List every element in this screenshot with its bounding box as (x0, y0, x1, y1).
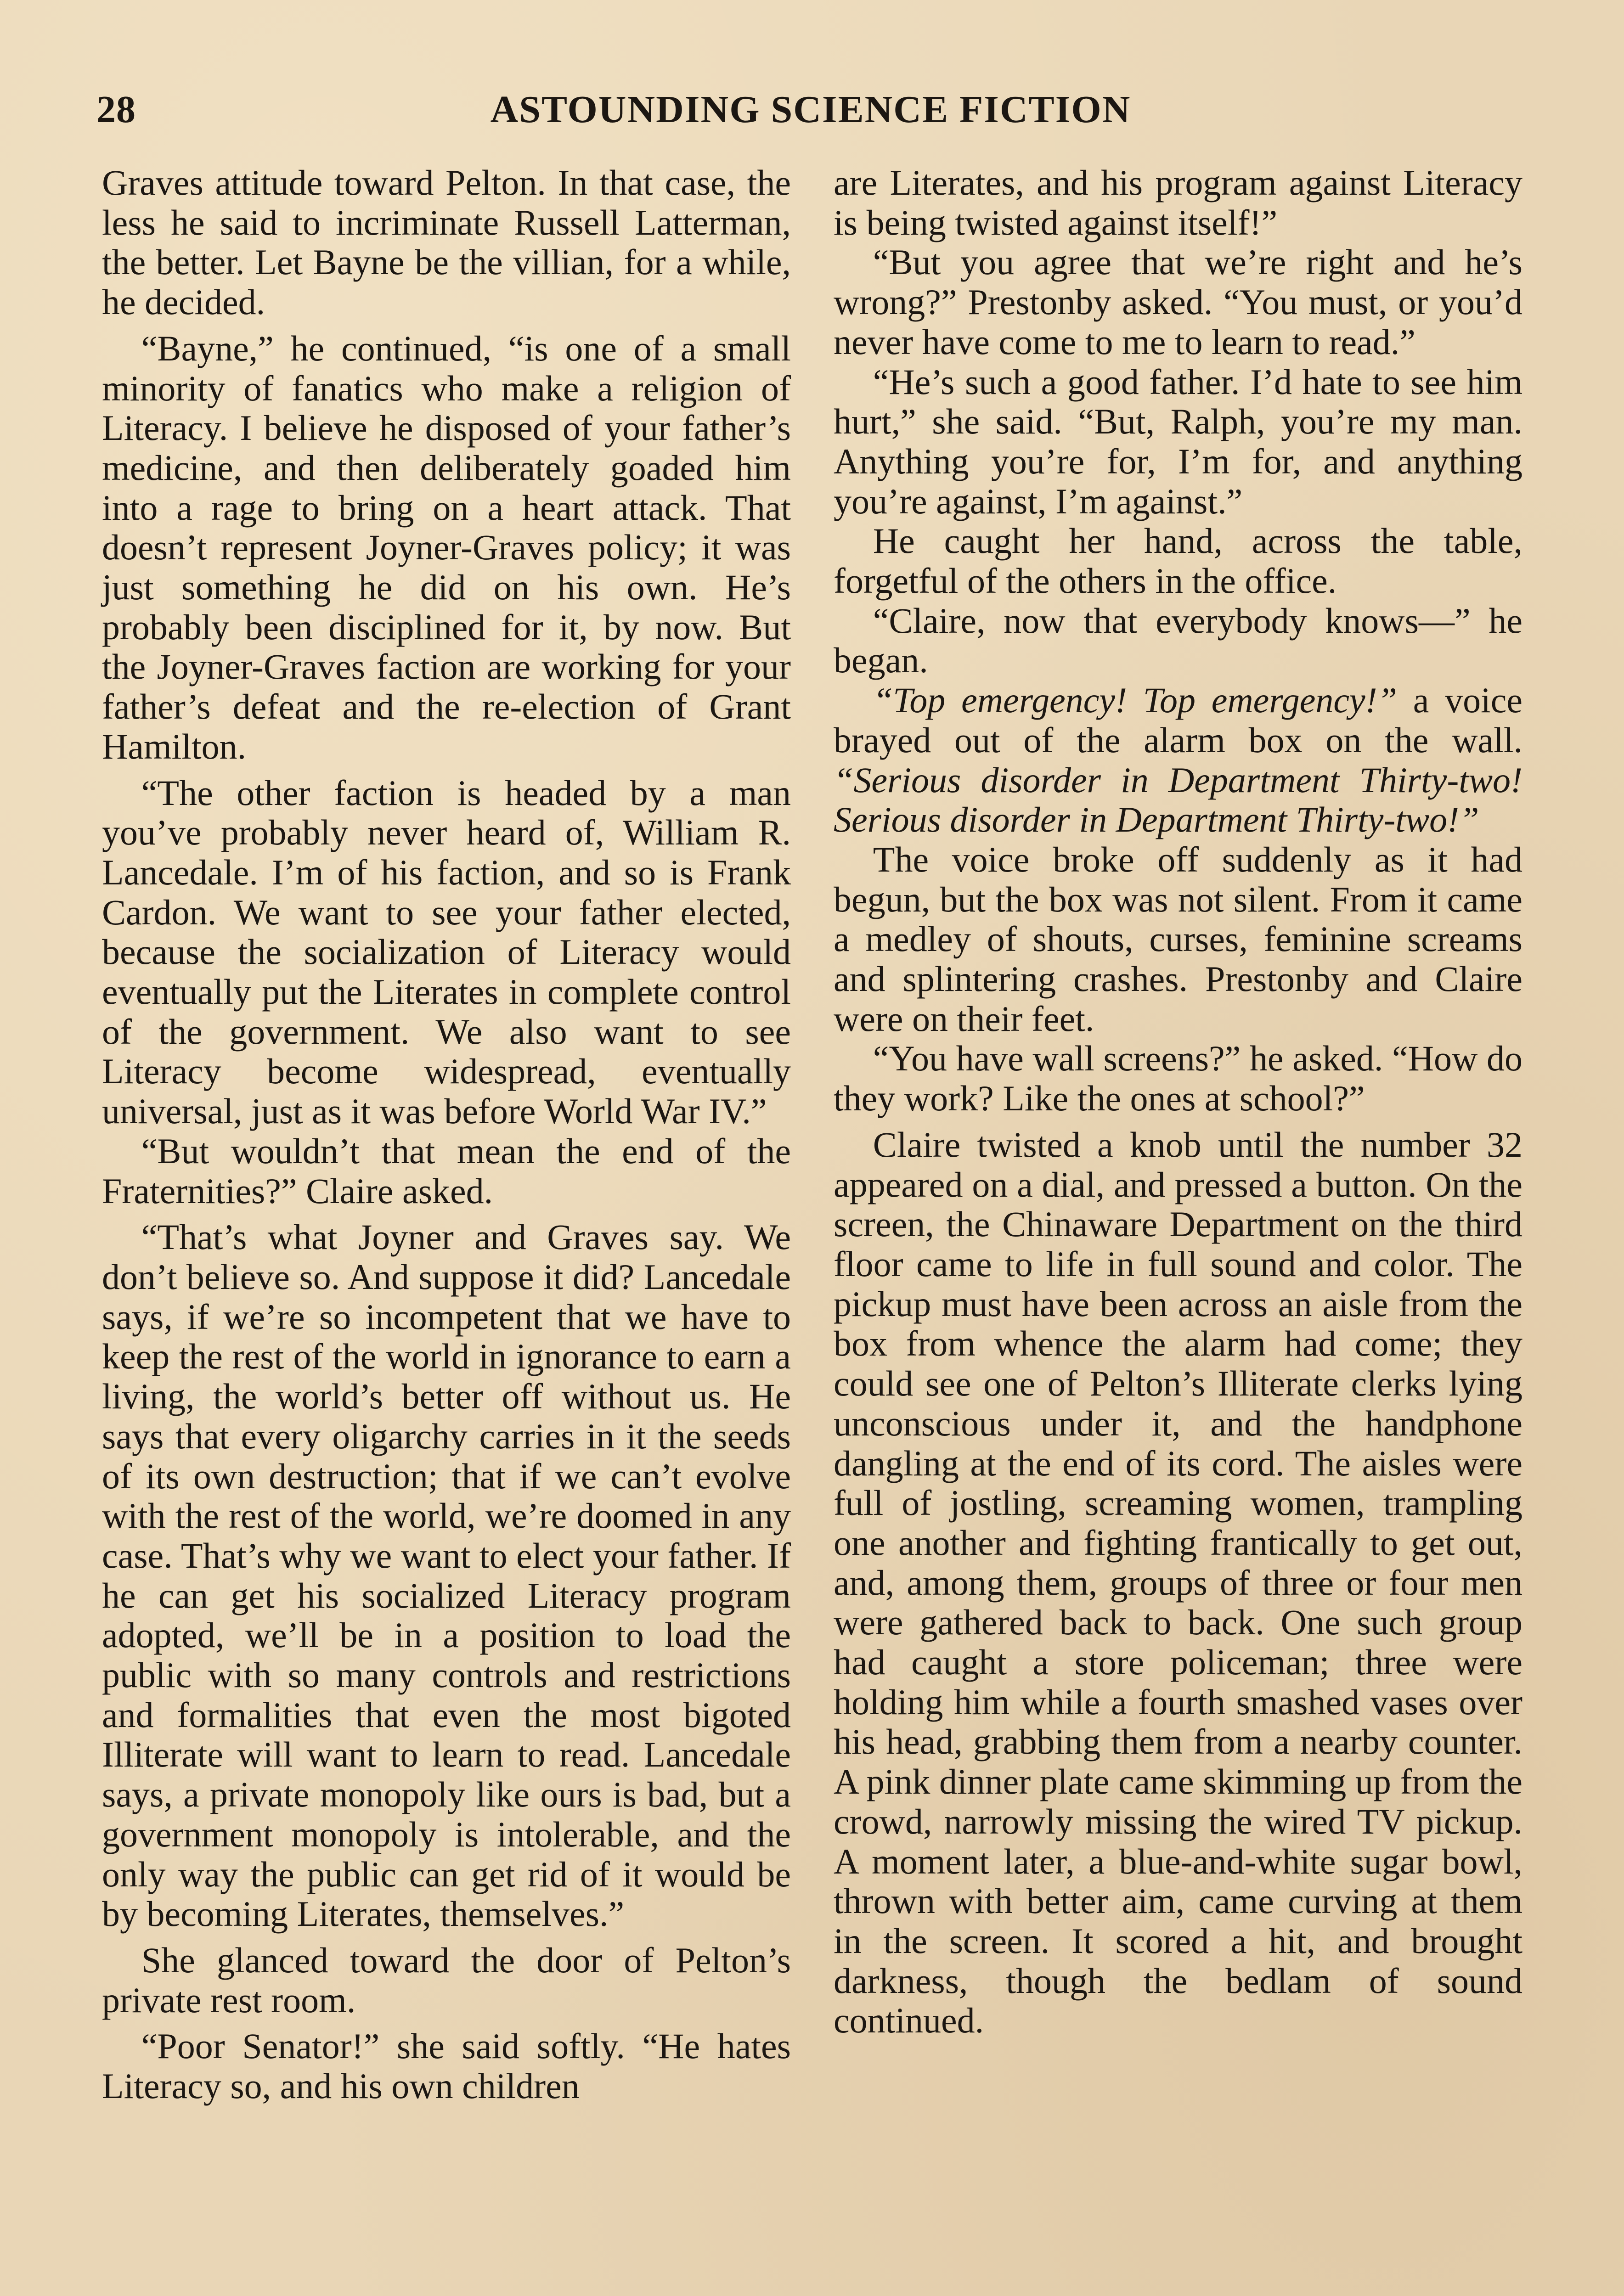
paragraph-text: a voice brayed out of the alarm box on the wall. (834, 680, 1522, 760)
paragraph: Claire twisted a knob until the number 32 appeared on a dial, and pressed a button. On the screen, the Chinaware Department on the third floor came to life in full sound and color. The pickup must have been across an aisle from the box from whence the alarm had come; they could see one of Pelton’s Illiterate clerks lying unconscious under it, and the handphone dangling at the end of its cord. The aisles were full of jostling, screaming women, trampling one another and fighting frantically to get out, and, among them, groups of three or four men were gathered back to back. One such group had caught a store policeman; three were holding him while a fourth smashed vases over his head, grabbing them from a nearby counter. A pink dinner plate came skimming up from the crowd, narrowly missing the wired TV pickup. A moment later, a blue-and-white sugar bowl, thrown with better aim, came curving at them in the screen. It scored a hit, and brought darkness, though the bedlam of sound continued. (834, 1124, 1522, 2041)
right-column (834, 163, 1522, 2041)
paragraph: He caught her hand, across the table, forgetful of the others in the office. (834, 521, 1522, 601)
paragraph: “Bayne,” he continued, “is one of a small minority of fanatics who make a religion of Literacy. I believe he disposed of your father’s medicine, and then deliberately goaded him into a rage to bring on a heart attack. That doesn’t represent Joyner-Graves policy; it was just something he did on his own. He’s probably been disciplined for it, by now. But the Joyner-Graves faction are working for your father’s defeat and the re-election of Grant Hamilton. (102, 328, 791, 766)
magazine-title: ASTOUNDING SCIENCE FICTION (490, 88, 1131, 131)
paragraph: “He’s such a good father. I’d hate to see him hurt,” she said. “But, Ralph, you’re my man. Anything you’re for, I’m for, and anything you’re against, I’m against.” (834, 361, 1522, 521)
italic-announcement: “Serious disorder in Department Thirty-two! Serious disorder in Department Thirty-two!” (834, 760, 1522, 840)
paragraph: “But you agree that we’re right and he’s wrong?” Prestonby asked. “You must, or you’d never have come to me to learn to read.” (834, 242, 1522, 362)
paragraph: are Literates, and his program against Literacy is being twisted against itself!” (834, 163, 1522, 242)
paragraph: “Poor Senator!” she said softly. “He hates Literacy so, and his own children (102, 2026, 791, 2106)
paragraph-alarm (834, 681, 1522, 840)
paragraph: The voice broke off suddenly as it had begun, but the box was not silent. From it came a medley of shouts, curses, feminine screams and splintering crashes. Prestonby and Claire were on their feet. (834, 839, 1522, 1039)
paragraph: “Claire, now that everybody knows—” he began. (834, 600, 1522, 681)
running-head (96, 87, 1525, 138)
paragraph: “The other faction is headed by a man you’ve probably never heard of, William R. Lancedale. I’m of his faction, and so is Frank Cardon. We want to see your father elected, because the socialization of Literacy would eventually put the Literates in complete control of the government. We also want to see Literacy become widespread, eventually universal, just as it was before World War IV.” (102, 772, 791, 1131)
left-column (102, 163, 791, 2106)
italic-announcement: “Top emergency! Top emergency!” (873, 680, 1397, 720)
paragraph: She glanced toward the door of Pelton’s private rest room. (102, 1940, 791, 2020)
paragraph: “But wouldn’t that mean the end of the Fraternities?” Claire asked. (102, 1131, 791, 1211)
paragraph: Graves attitude toward Pelton. In that case, the less he said to incriminate Russell Latterman, the better. Let Bayne be the villian, for a while, he decided. (102, 163, 791, 322)
page-number: 28 (96, 88, 136, 131)
paragraph: “That’s what Joyner and Graves say. We don’t believe so. And suppose it did? Lancedale says, if we’re so incompetent that we have to keep the rest of the world in ignorance to earn a living, the world’s better off without us. He says that every oligarchy carries in it the seeds of its own destruction; that if we can’t evolve with the rest of the world, we’re doomed in any case. That’s why we want to elect your father. If he can get his socialized Literacy program adopted, we’ll be in a position to load the public with so many controls and restrictions and formalities that even the most bigoted Illiterate will want to learn to read. Lancedale says, a private monopoly like ours is bad, but a government monopoly is intolerable, and the only way the public can get rid of it would be by becoming Literates, themselves.” (102, 1217, 791, 1934)
paragraph: “You have wall screens?” he asked. “How do they work? Like the ones at school?” (834, 1038, 1522, 1119)
